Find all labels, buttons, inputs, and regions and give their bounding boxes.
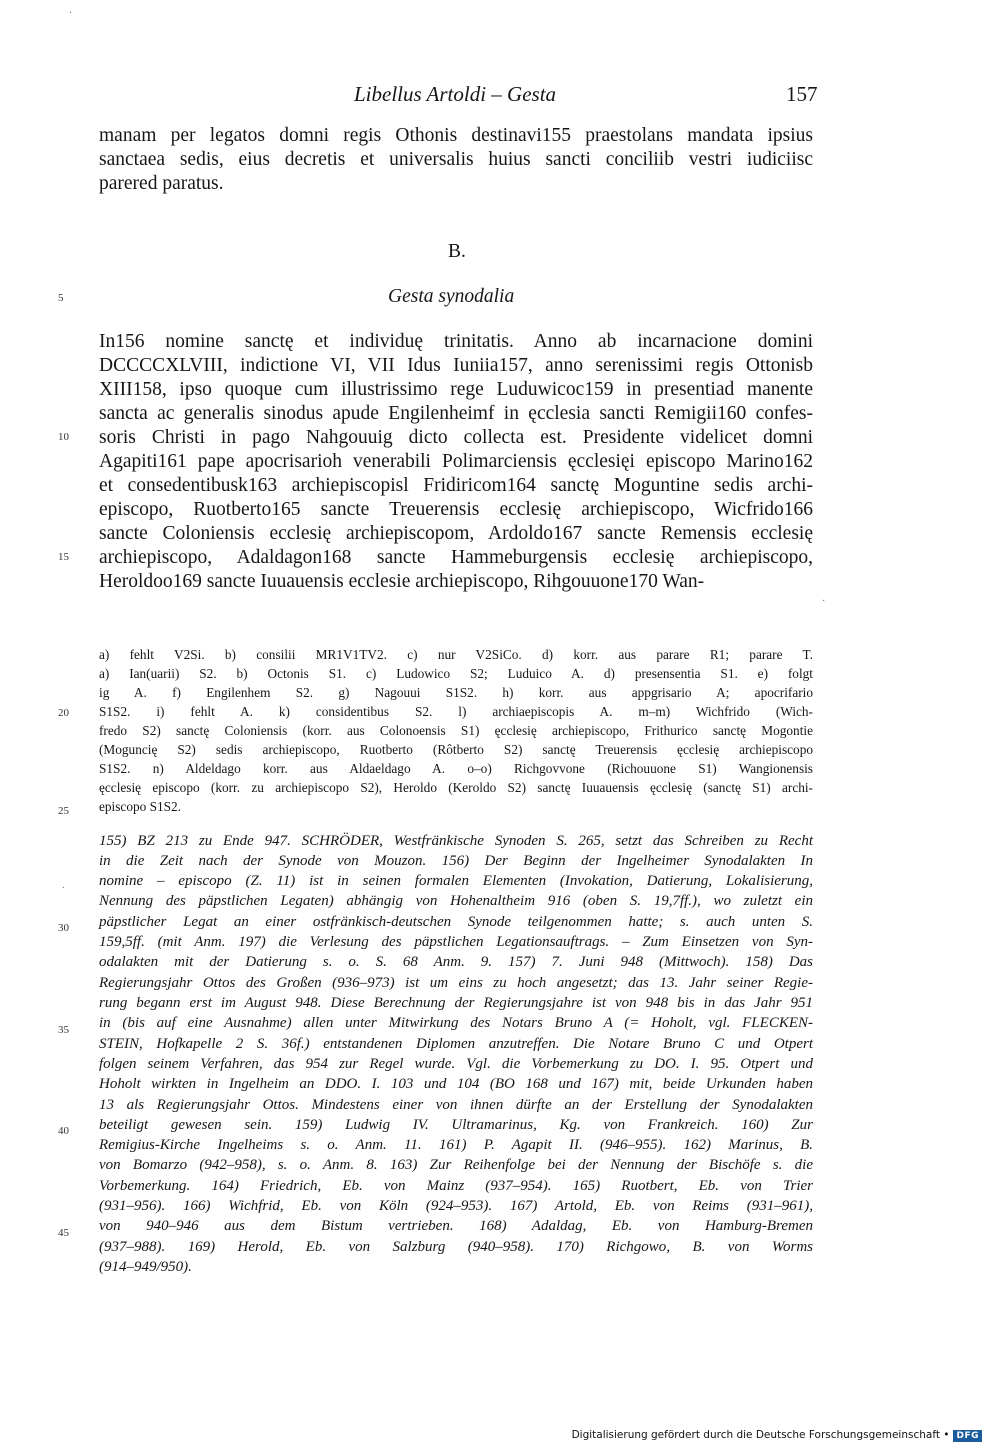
commentary-line: STEIN, Hofkapelle 2 S. 36f.) entstandenen Diplomen anzutreffen. Die Notare Bruno C und Otpert <box>99 1036 813 1052</box>
text-line: DCCCCXLVIII, indictione VI, VII Idus Iuniia157, anno serenissimi regis Ottonisb <box>99 355 813 376</box>
line-number: 45 <box>58 1227 69 1239</box>
commentary-line: päpstlicher Legat an einer ostfränkisch-deutschen Synode teilgenommen hatte; s. auch unten S. <box>99 914 813 930</box>
line-number: 40 <box>58 1125 69 1137</box>
commentary-line: Remigius-Kirche Ingelheims s. o. Anm. 11. 161) P. Agapit II. (946–955). 162) Marinus, B. <box>99 1137 813 1153</box>
note-line: a) fehlt V2Si. b) consilii MR1V1TV2. c) nur V2SiCo. d) korr. aus parare R1; parare T. <box>99 647 813 662</box>
page-number: 157 <box>786 82 818 106</box>
commentary-line: Nennung des päpstlichen Legaten) abhängig von Hohenaltheim 916 (oben S. 19,7ff.), wo zuletzt ein <box>99 893 813 909</box>
line-number: 15 <box>58 551 69 563</box>
note-line: ig A. f) Engilenhem S2. g) Nagouui S1S2. h) korr. aus appgrisario A; apocrifario <box>99 685 813 700</box>
text-line: XIII158, ipso quoque cum illustrissimo rege Luduwicoc159 in presentiad manente <box>99 379 813 400</box>
commentary-line: 13 als Regierungsjahr Ottos. Mindestens einer von ihnen dürfte an der Erstellung der Synodalakten <box>99 1097 813 1113</box>
commentary-line: Regierungsjahr Ottos des Großen (936–973) ist um eins zu hoch angesetzt; das 13. Jahr seiner Regie- <box>99 975 813 991</box>
line-number: 20 <box>58 707 69 719</box>
section-letter: B. <box>448 241 466 262</box>
commentary-line: Hoholt wirkten in Ingelheim an DDO. I. 103 und 104 (BO 168 und 167) mit, beide Urkunden haben <box>99 1076 813 1092</box>
note-line: fredo S2) sanctę Coloniensis (korr. aus Colonoensis S1) ęcclesię archiepiscopo, Frithurico sanctę Mogontie <box>99 723 813 738</box>
edge-mark: · <box>822 596 826 607</box>
note-line: S1S2. i) fehlt A. k) considentibus S2. l) archiaepiscopis A. m–m) Wichfrido (Wich- <box>99 704 813 719</box>
line-number: 5 <box>58 292 64 304</box>
commentary-line: von 940–946 aus dem Bistum vertrieben. 168) Adaldag, Eb. von Hamburg-Bremen <box>99 1218 813 1234</box>
dfg-logo: DFG <box>953 1430 982 1442</box>
edge-mark: · <box>69 8 73 19</box>
text-line: sancte Coloniensis ecclesię archiepiscopom, Ardoldo167 sancte Remensis ecclesię <box>99 523 813 544</box>
commentary-line: beteiligt gewesen sein. 159) Ludwig IV. Ultramarinus, Kg. von Frankreich. 160) Zur <box>99 1117 813 1133</box>
credit-text: Digitalisierung gefördert durch die Deutsche Forschungsgemeinschaft • <box>571 1429 950 1441</box>
commentary-line: von Bomarzo (942–958), s. o. Anm. 8. 163) Zur Reihenfolge bei der Nennung der Bischöfe s. die <box>99 1157 813 1173</box>
commentary-line: nomine – episcopo (Z. 11) ist in seinen formalen Elementen (Invokation, Datierung, Lokalisierung, <box>99 873 813 889</box>
commentary-line: in die Zeit nach der Synode von Mouzon. 156) Der Beginn der Ingelheimer Synodalakten In <box>99 853 813 869</box>
commentary-line: (937–988). 169) Herold, Eb. von Salzburg (940–958). 170) Richgowo, B. von Worms <box>99 1239 813 1255</box>
line-number: 25 <box>58 805 69 817</box>
text-line: sancta ac generalis sinodus apude Engilenheimf in ęcclesia sancti Remigii160 confes- <box>99 403 813 424</box>
commentary-line: in (bis auf eine Ausnahme) allen unter Mitwirkung des Notars Bruno A (= Hoholt, vgl. FLECKEN- <box>99 1015 813 1031</box>
text-line: et consedentibusk163 archiepiscopisl Fridiricom164 sanctę Moguntine sedis archi- <box>99 475 813 496</box>
digitization-credit <box>572 1429 982 1442</box>
text-line: sanctaea sedis, eius decretis et universalis huius sancti conciliib vestri iudiciisc <box>99 149 813 170</box>
commentary-line: rung begann erst im August 948. Diese Berechnung der Regierungsjahre ist von 948 bis in das Jahr 951 <box>99 995 813 1011</box>
text-line: Heroldoo169 sancte Iuuauensis ecclesie archiepiscopo, Rihgouuone170 Wan- <box>99 571 705 592</box>
commentary-line: odalakten mit der Datierung s. o. S. 68 Anm. 9. 157) 7. Juni 948 (Mittwoch). 158) Das <box>99 954 813 970</box>
text-line: Agapiti161 pape apocrisarioh venerabili Polimarciensis ęcclesięi episcopo Marino162 <box>99 451 813 472</box>
note-line: (Moguncię S2) sedis archiepiscopo, Ruotberto (Rôtberto S2) sanctę Treuerensis ęcclesię archiepiscopo <box>99 742 813 757</box>
note-line: S1S2. n) Aldeldago korr. aus Aldaeldago A. o–o) Richgovvone (Richouuone S1) Wangionensis <box>99 761 813 776</box>
note-line: episcopo S1S2. <box>99 799 182 814</box>
running-title: Libellus Artoldi – Gesta <box>354 82 557 106</box>
edge-mark: . <box>62 880 65 891</box>
text-line: soris Christi in pago Nahgouuig dicto collecta est. Presidente videlicet domni <box>99 427 813 448</box>
commentary-line: 155) BZ 213 zu Ende 947. SCHRÖDER, Westfränkische Synoden S. 265, setzt das Schreiben zu Recht <box>99 833 813 849</box>
line-number: 10 <box>58 431 69 443</box>
text-line: parered paratus. <box>99 173 224 194</box>
text-line: episcopo, Ruotberto165 sancte Treuerensis ecclesię archiepiscopo, Wicfrido166 <box>99 499 813 520</box>
commentary-line: (931–956). 166) Wichfrid, Eb. von Köln (924–953). 167) Artold, Eb. von Reims (931–961), <box>99 1198 813 1214</box>
note-line: a) Ian(uarii) S2. b) Octonis S1. c) Ludowico S2; Luduico A. d) presensentia S1. e) folgt <box>99 666 813 681</box>
commentary-line: Vorbemerkung. 164) Friedrich, Eb. von Mainz (937–954). 165) Ruotbert, Eb. von Trier <box>99 1178 813 1194</box>
text-line: archiepiscopo, Adaldagon168 sancte Hammeburgensis ecclesię archiepiscopo, <box>99 547 813 568</box>
commentary-line: folgen seinem Verfahren, das 954 zur Regel wurde. Vgl. die Vorbemerkung zu DO. I. 95. Otpert und <box>99 1056 813 1072</box>
commentary-line: 159,5ff. (mit Anm. 197) die Verlesung des päpstlichen Legationsauftrags. – Zum Einsetzen von Syn- <box>99 934 813 950</box>
note-line: ęcclesię episcopo (korr. zu archiepiscopo S2), Heroldo (Keroldo S2) sanctę Iuuauensis ęcclesię (sanctę S1) archi- <box>99 780 813 795</box>
line-number: 30 <box>58 922 69 934</box>
line-number: 35 <box>58 1024 69 1036</box>
text-line: In156 nomine sanctę et individuę trinitatis. Anno ab incarnacione domini <box>99 331 813 352</box>
text-line: manam per legatos domni regis Othonis destinavi155 praestolans mandata ipsius <box>99 125 813 146</box>
commentary-line: (914–949/950). <box>99 1259 192 1275</box>
section-title: Gesta synodalia <box>388 286 515 307</box>
